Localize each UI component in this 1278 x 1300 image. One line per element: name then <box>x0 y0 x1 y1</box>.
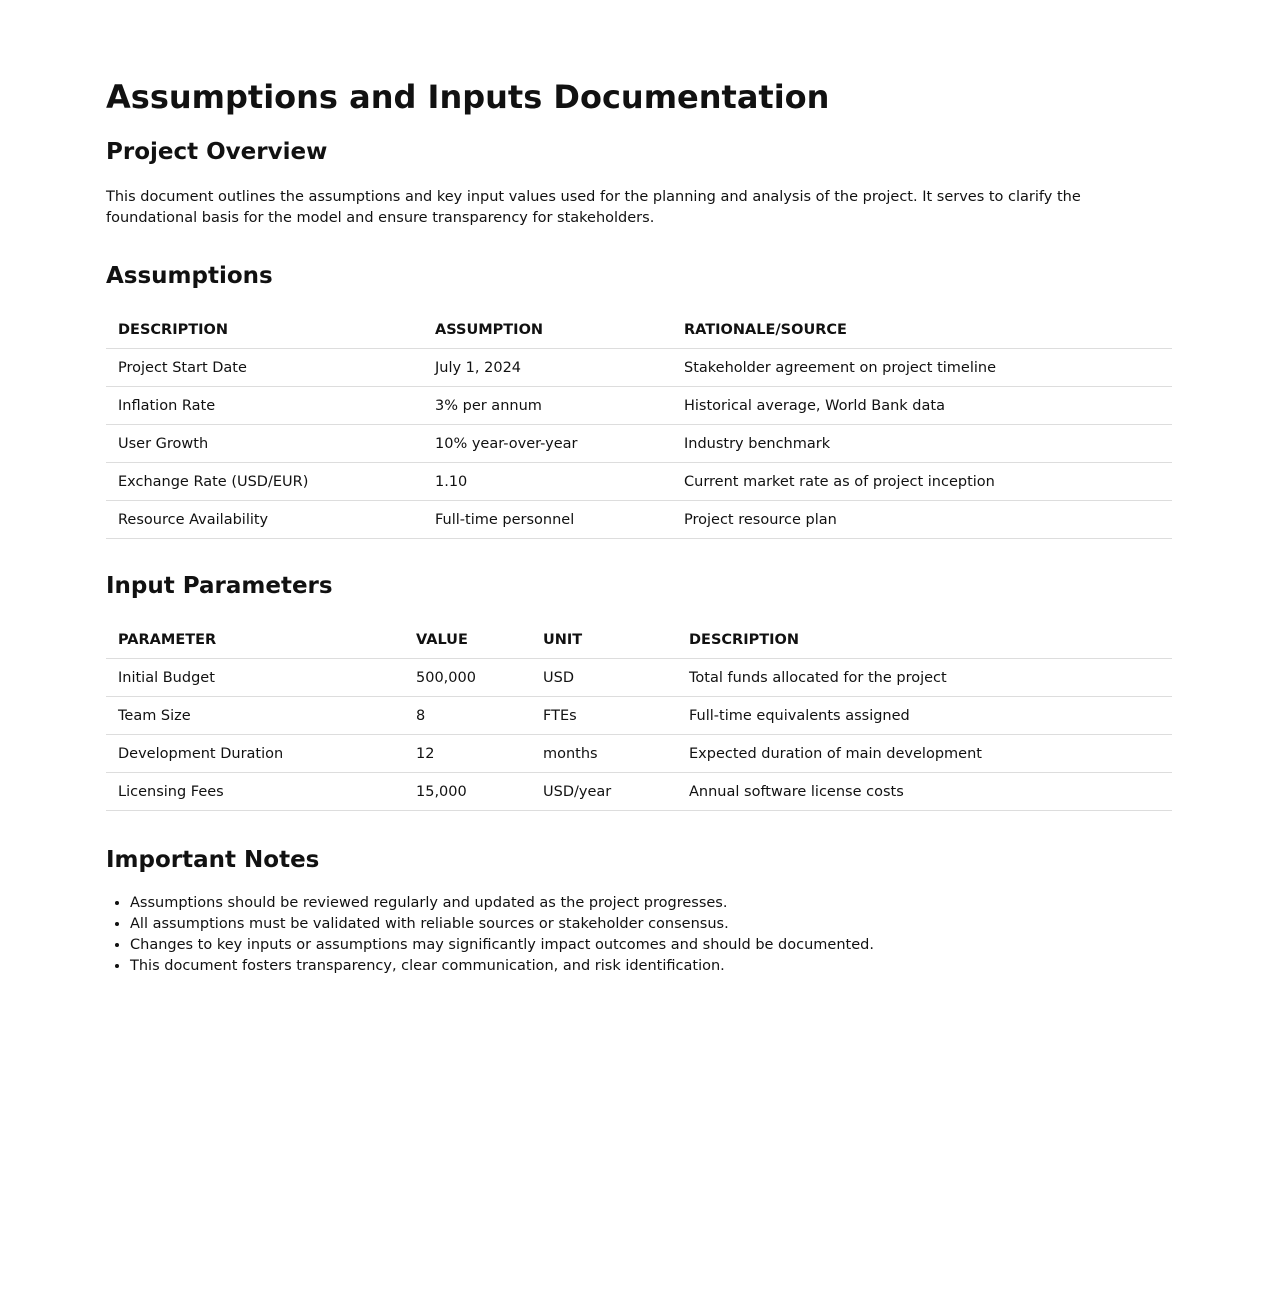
table-cell: Expected duration of main development <box>677 735 1172 773</box>
table-cell: 12 <box>404 735 531 773</box>
table-cell: 15,000 <box>404 773 531 811</box>
table-cell: Industry benchmark <box>672 425 1172 463</box>
table-cell: Exchange Rate (USD/EUR) <box>106 463 423 501</box>
input-parameters-table <box>106 621 1172 811</box>
page-title: Assumptions and Inputs Documentation <box>106 78 830 116</box>
table-row <box>106 773 1172 811</box>
table-row <box>106 501 1172 539</box>
overview-heading: Project Overview <box>106 139 328 165</box>
list-item: • All assumptions must be validated with reliable sources or stakeholder consensus. <box>130 914 1172 935</box>
table-cell: Project Start Date <box>106 349 423 387</box>
table-cell: USD/year <box>531 773 677 811</box>
table-cell: User Growth <box>106 425 423 463</box>
table-cell: Annual software license costs <box>677 773 1172 811</box>
list-item: • Changes to key inputs or assumptions may significantly impact outcomes and should be documented. <box>130 935 1172 956</box>
table-cell: Project resource plan <box>672 501 1172 539</box>
table-cell: months <box>531 735 677 773</box>
table-cell: 1.10 <box>423 463 672 501</box>
table-cell: FTEs <box>531 697 677 735</box>
table-cell: 8 <box>404 697 531 735</box>
table-cell: Full-time equivalents assigned <box>677 697 1172 735</box>
table-cell: Initial Budget <box>106 659 404 697</box>
overview-text: This document outlines the assumptions and key input values used for the planning and analysis of the project. It serves to clarify the foundational basis for the model and ensure transparency for stakeholders. <box>106 189 1081 226</box>
column-header: VALUE <box>404 621 531 659</box>
table-row <box>106 387 1172 425</box>
table-row <box>106 463 1172 501</box>
assumptions-heading: Assumptions <box>106 263 273 289</box>
table-row <box>106 659 1172 697</box>
table-cell: Inflation Rate <box>106 387 423 425</box>
table-cell: Full-time personnel <box>423 501 672 539</box>
list-item: • Assumptions should be reviewed regularly and updated as the project progresses. <box>130 893 1172 914</box>
table-cell: 3% per annum <box>423 387 672 425</box>
table-cell: Total funds allocated for the project <box>677 659 1172 697</box>
column-header: DESCRIPTION <box>677 621 1172 659</box>
table-cell: Licensing Fees <box>106 773 404 811</box>
document-page <box>106 0 1172 977</box>
table-cell: Development Duration <box>106 735 404 773</box>
table-cell: Current market rate as of project inception <box>672 463 1172 501</box>
column-header: RATIONALE/SOURCE <box>672 311 1172 349</box>
table-cell: USD <box>531 659 677 697</box>
table-cell: Team Size <box>106 697 404 735</box>
column-header: PARAMETER <box>106 621 404 659</box>
table-cell: Historical average, World Bank data <box>672 387 1172 425</box>
table-cell: Resource Availability <box>106 501 423 539</box>
column-header: DESCRIPTION <box>106 311 423 349</box>
table-cell: 500,000 <box>404 659 531 697</box>
table-cell: Stakeholder agreement on project timeline <box>672 349 1172 387</box>
table-row <box>106 349 1172 387</box>
assumptions-table <box>106 311 1172 539</box>
table-header-row <box>106 621 1172 659</box>
column-header: ASSUMPTION <box>423 311 672 349</box>
notes-list <box>106 893 1172 977</box>
column-header: UNIT <box>531 621 677 659</box>
table-row <box>106 735 1172 773</box>
table-cell: 10% year-over-year <box>423 425 672 463</box>
notes-heading: Important Notes <box>106 847 320 873</box>
table-row <box>106 697 1172 735</box>
table-row <box>106 425 1172 463</box>
inputs-heading: Input Parameters <box>106 573 333 599</box>
table-cell: July 1, 2024 <box>423 349 672 387</box>
list-item: • This document fosters transparency, clear communication, and risk identification. <box>130 956 1172 977</box>
table-header-row <box>106 311 1172 349</box>
